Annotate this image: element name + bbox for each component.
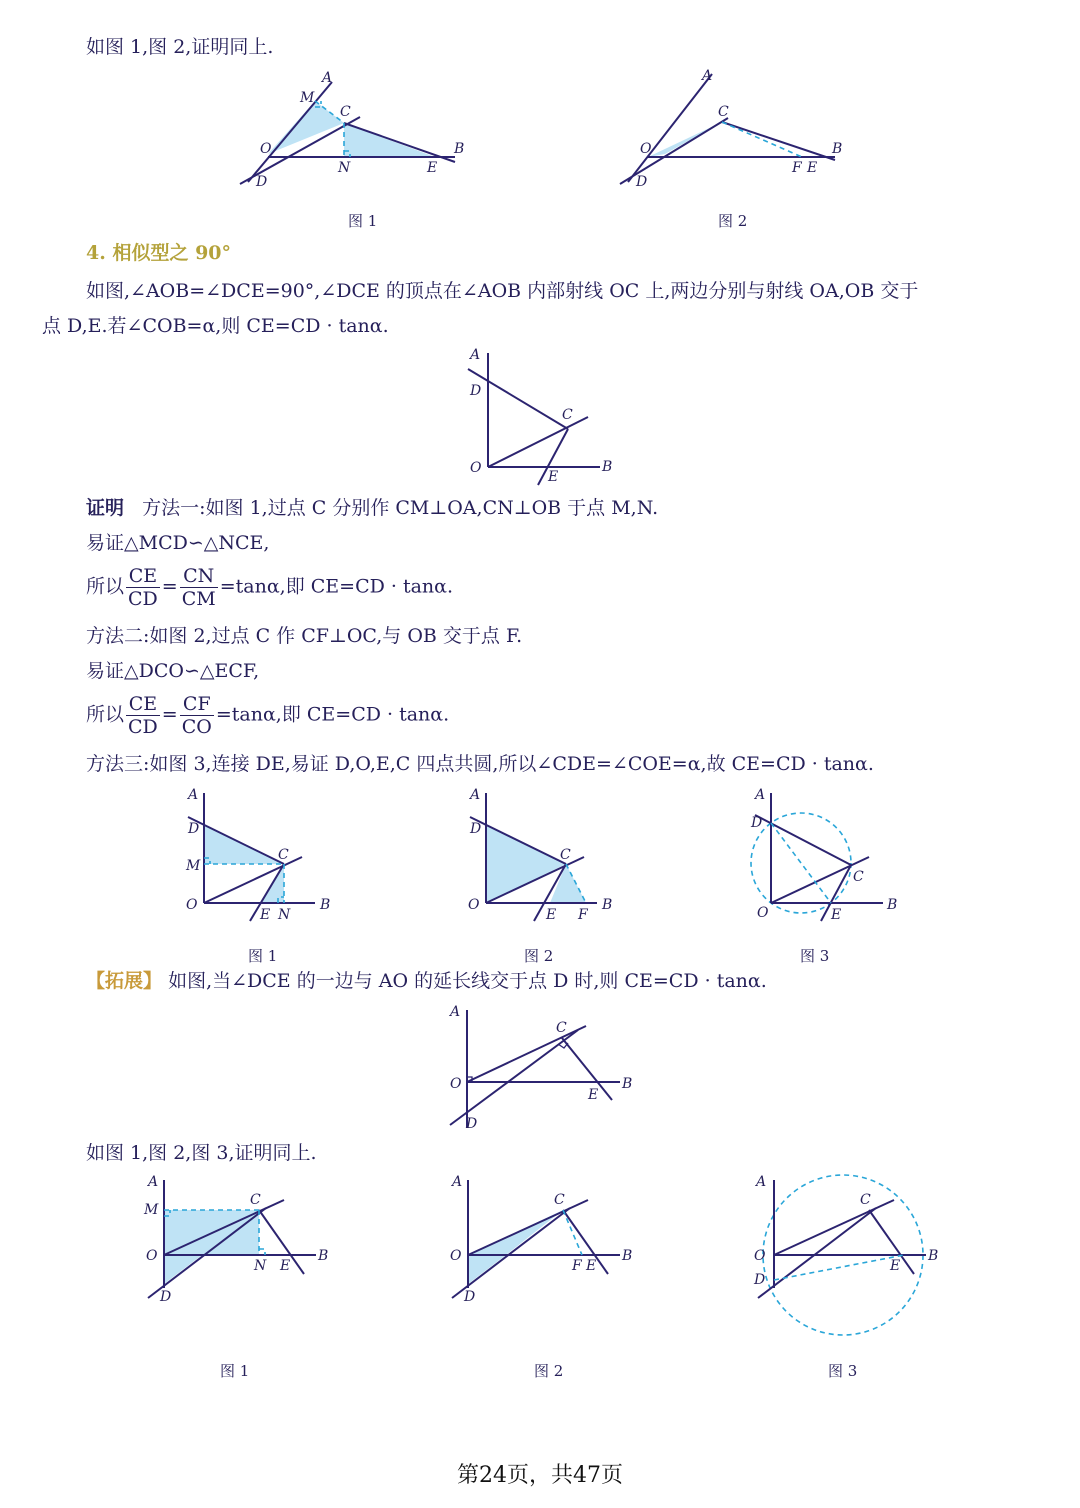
bottom-fig1-caption: 图 1: [220, 1362, 250, 1380]
bottom-fig2-caption: 图 2: [534, 1362, 564, 1380]
proof-method1: [86, 495, 658, 521]
section-heading: 4. 相似型之 90°: [86, 242, 232, 264]
mid-fig2-caption: 图 2: [524, 947, 554, 965]
frac-den: CD: [128, 716, 158, 738]
main-figure: [460, 345, 630, 490]
svg-text:C: C: [860, 1192, 871, 1208]
proof-method1-text: 方法一:如图 1,过点 C 分别作 CM⊥OA,CN⊥OB 于点 M,N.: [142, 497, 659, 519]
label-E: E: [807, 160, 818, 176]
svg-text:O: O: [186, 897, 198, 913]
label-M: M: [300, 90, 315, 106]
svg-text:A: A: [452, 1174, 463, 1190]
proof-similar2: 易证△DCO∽△ECF,: [86, 660, 260, 682]
svg-text:N: N: [254, 1258, 267, 1274]
svg-text:A: A: [148, 1174, 159, 1190]
fraction-2a: [126, 693, 160, 738]
mid-figure-1: [180, 785, 340, 935]
svg-text:E: E: [260, 907, 271, 923]
frac-num: CN: [180, 565, 218, 588]
proof-method2: 方法二:如图 2,过点 C 作 CF⊥OC,与 OB 交于点 F.: [86, 625, 523, 647]
svg-text:D: D: [754, 1272, 766, 1288]
proof-label: 证明: [86, 497, 125, 519]
svg-text:D: D: [751, 815, 763, 831]
svg-text:E: E: [280, 1258, 291, 1274]
label-N: N: [338, 160, 351, 176]
label-A: A: [702, 68, 713, 84]
svg-text:M: M: [186, 858, 201, 874]
svg-text:C: C: [556, 1020, 567, 1036]
label-C: C: [718, 104, 729, 120]
svg-text:B: B: [887, 897, 898, 913]
mid-fig1-caption: 图 1: [248, 947, 278, 965]
svg-text:D: D: [464, 1289, 476, 1305]
svg-text:D: D: [160, 1289, 172, 1305]
bottom-figure-3: [748, 1170, 948, 1340]
label-D: D: [470, 383, 482, 399]
frac-den: CM: [181, 588, 216, 610]
svg-text:E: E: [588, 1087, 599, 1103]
label-D: D: [256, 174, 268, 190]
bottom-figure-1: [138, 1170, 338, 1310]
svg-text:B: B: [928, 1248, 939, 1264]
svg-text:B: B: [622, 1076, 633, 1092]
fraction-2b: [180, 693, 214, 738]
frac-den: CD: [128, 588, 158, 610]
svg-text:E: E: [586, 1258, 597, 1274]
svg-text:A: A: [188, 787, 199, 803]
svg-text:D: D: [188, 821, 200, 837]
svg-text:N: N: [278, 907, 291, 923]
section-para-line2: 点 D,E.若∠COB=α,则 CE=CD · tanα.: [42, 315, 389, 337]
proof-method3: 方法三:如图 3,连接 DE,易证 D,O,E,C 四点共圆,所以∠CDE=∠COE=α,故 CE=CD · tanα.: [86, 753, 874, 775]
intro-text: 如图 1,图 2,证明同上.: [86, 36, 274, 58]
extension-tag: 【拓展】: [86, 970, 163, 992]
label-A: A: [322, 70, 333, 86]
mid-figure-2: [462, 785, 622, 935]
extension-line: [86, 968, 767, 994]
extension-figure: [440, 1000, 650, 1135]
svg-text:B: B: [318, 1248, 329, 1264]
label-B: B: [602, 459, 613, 475]
so2-suffix: =tanα,即 CE=CD · tanα.: [215, 703, 450, 726]
svg-text:C: C: [278, 847, 289, 863]
proof-similar1: 易证△MCD∽△NCE,: [86, 532, 270, 554]
top-figure-1: [230, 62, 470, 197]
top-figure-2: [610, 62, 850, 197]
bottom-fig3-caption: 图 3: [828, 1362, 858, 1380]
label-D: D: [636, 174, 648, 190]
label-O: O: [640, 141, 652, 157]
page-footer: 第24页，共47页: [457, 1463, 623, 1488]
extension-text: 如图,当∠DCE 的一边与 AO 的延长线交于点 D 时,则 CE=CD · tanα.: [168, 970, 767, 992]
svg-text:F: F: [578, 907, 588, 923]
label-E: E: [427, 160, 438, 176]
svg-text:A: A: [756, 1174, 767, 1190]
frac-den: CO: [181, 716, 212, 738]
fraction-1b: [180, 565, 218, 610]
proof-so1: 所以 $\frac{CE}{CD}$ = $\frac{CN}{CM}$ =tanα,即 CE=CD · tanα.: [86, 565, 454, 610]
svg-text:E: E: [831, 907, 842, 923]
ext-intro-text: 如图 1,图 2,图 3,证明同上.: [86, 1142, 317, 1164]
label-E: E: [548, 469, 559, 485]
svg-text:E: E: [546, 907, 557, 923]
so1-prefix: 所以: [86, 575, 125, 598]
section-para-line1: 如图,∠AOB=∠DCE=90°,∠DCE 的顶点在∠AOB 内部射线 OC 上,两边分别与射线 OA,OB 交于: [86, 280, 919, 302]
svg-text:D: D: [470, 821, 482, 837]
label-B: B: [454, 141, 465, 157]
so2-prefix: 所以: [86, 703, 125, 726]
label-C: C: [340, 104, 351, 120]
svg-text:O: O: [757, 905, 769, 921]
proof-so2: 所以 $\frac{CE}{CD}$ = $\frac{CF}{CO}$ =tanα,即 CE=CD · tanα.: [86, 693, 450, 738]
svg-text:O: O: [468, 897, 480, 913]
svg-text:C: C: [560, 847, 571, 863]
frac-num: CE: [126, 693, 160, 716]
svg-text:A: A: [755, 787, 766, 803]
svg-text:B: B: [320, 897, 331, 913]
so1-suffix: =tanα,即 CE=CD · tanα.: [219, 575, 454, 598]
svg-text:M: M: [144, 1202, 159, 1218]
bottom-figure-2: [442, 1170, 642, 1310]
label-C: C: [562, 407, 573, 423]
frac-num: CE: [126, 565, 160, 588]
top-fig1-caption: 图 1: [348, 212, 378, 230]
svg-text:O: O: [754, 1248, 766, 1264]
svg-text:E: E: [890, 1258, 901, 1274]
svg-text:O: O: [450, 1076, 462, 1092]
label-F: F: [792, 160, 802, 176]
svg-text:F: F: [572, 1258, 582, 1274]
svg-text:C: C: [250, 1192, 261, 1208]
label-O: O: [470, 460, 482, 476]
svg-text:B: B: [602, 897, 613, 913]
top-fig2-caption: 图 2: [718, 212, 748, 230]
fraction-1a: [126, 565, 160, 610]
mid-fig3-caption: 图 3: [800, 947, 830, 965]
svg-text:A: A: [450, 1004, 461, 1020]
svg-text:A: A: [470, 787, 481, 803]
frac-num: CF: [180, 693, 214, 716]
svg-text:C: C: [853, 869, 864, 885]
svg-text:O: O: [146, 1248, 158, 1264]
label-B: B: [832, 141, 843, 157]
svg-text:D: D: [466, 1116, 478, 1132]
mid-figure-3: [745, 785, 915, 935]
svg-text:B: B: [622, 1248, 633, 1264]
svg-text:C: C: [554, 1192, 565, 1208]
svg-text:O: O: [450, 1248, 462, 1264]
label-O: O: [260, 141, 272, 157]
label-A: A: [470, 347, 481, 363]
